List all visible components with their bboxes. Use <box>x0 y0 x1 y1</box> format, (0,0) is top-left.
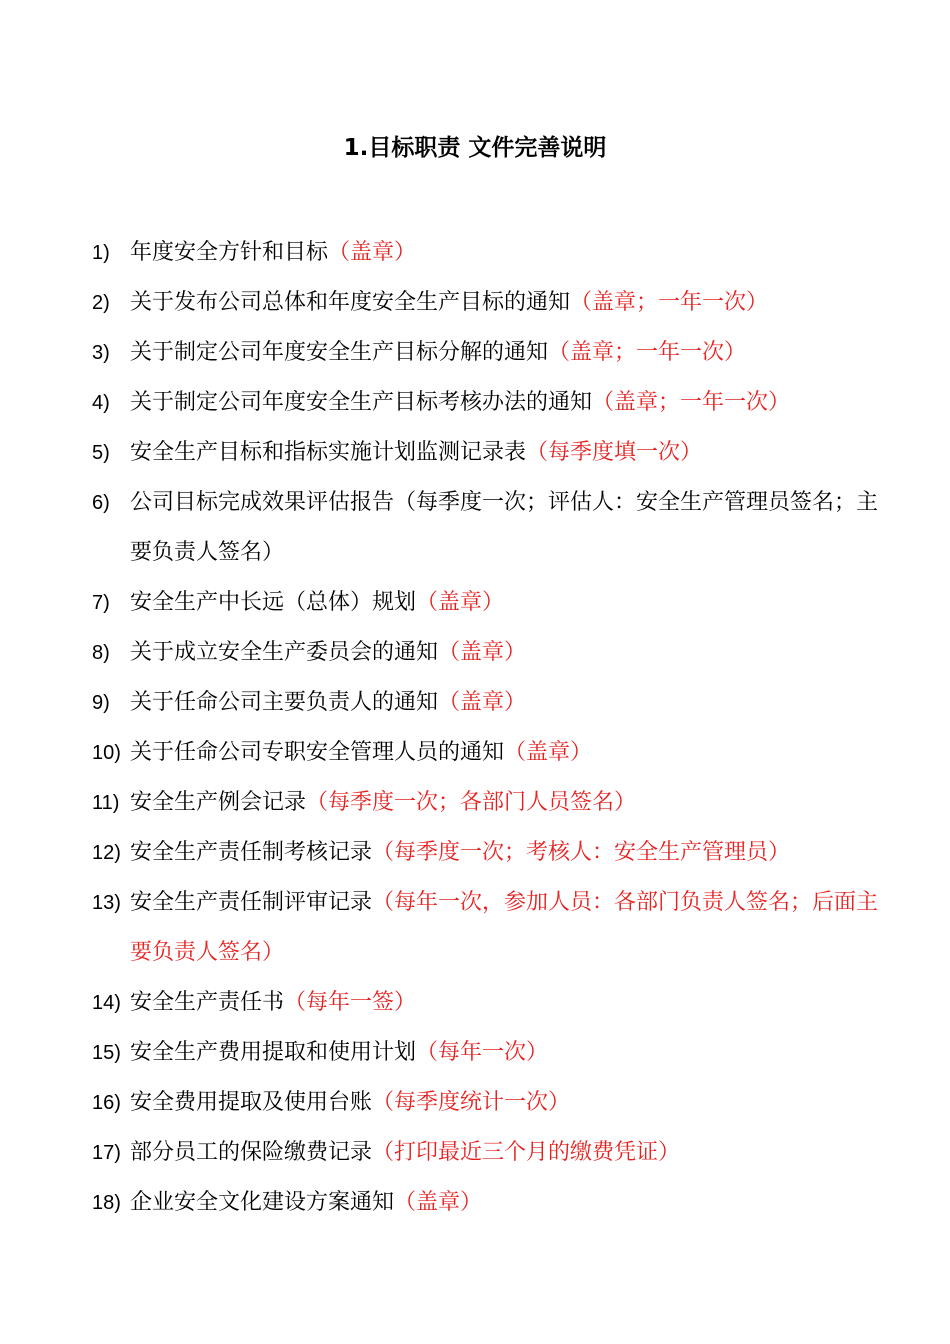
item-text: 安全生产费用提取和使用计划 <box>130 1040 417 1065</box>
item-text: 安全生产责任制考核记录 <box>130 840 373 865</box>
item-number: 6) <box>92 492 110 514</box>
item-text: 关于任命公司主要负责人的通知 <box>130 690 439 715</box>
list-item <box>92 228 892 278</box>
list-item <box>92 378 892 428</box>
item-text: 安全费用提取及使用台账 <box>130 1090 373 1115</box>
list-item <box>92 778 892 828</box>
item-number: 3) <box>92 342 110 364</box>
item-text: 关于制定公司年度安全生产目标分解的通知 <box>130 340 549 365</box>
document-title: 1.目标职责 文件完善说明 <box>343 135 607 161</box>
list-item <box>92 1128 892 1178</box>
item-number: 18) <box>92 1192 121 1214</box>
item-number: 5) <box>92 442 110 464</box>
item-note: （每季度统计一次） <box>372 1090 571 1115</box>
item-text: 部分员工的保险缴费记录 <box>130 1140 373 1165</box>
item-text: 年度安全方针和目标 <box>130 240 329 265</box>
item-text: 安全生产中长远（总体）规划 <box>130 590 417 615</box>
item-note: （每季度一次；考核人：安全生产管理员） <box>372 840 791 865</box>
item-note: （打印最近三个月的缴费凭证） <box>372 1140 681 1165</box>
list-item <box>92 678 892 728</box>
item-number: 4) <box>92 392 110 414</box>
list-item <box>92 278 892 328</box>
item-text: 企业安全文化建设方案通知 <box>130 1190 395 1215</box>
item-note: （盖章；一年一次） <box>548 340 747 365</box>
list-item <box>92 328 892 378</box>
item-note: （盖章） <box>328 240 417 265</box>
item-number: 12) <box>92 842 121 864</box>
list-item <box>92 428 892 478</box>
item-note: （盖章） <box>416 590 505 615</box>
item-note: （盖章） <box>438 690 527 715</box>
item-note: （盖章） <box>394 1190 483 1215</box>
item-text: 关于任命公司专职安全管理人员的通知 <box>130 740 505 765</box>
item-text: 关于发布公司总体和年度安全生产目标的通知 <box>130 290 571 315</box>
requirement-list <box>92 228 892 1228</box>
item-number: 2) <box>92 292 110 314</box>
item-number: 8) <box>92 642 110 664</box>
item-note: （每年一次，参加人员：各部门负责人签名；后面主要负责人签名） <box>130 890 879 965</box>
item-note: （每年一签） <box>284 990 417 1015</box>
item-text: 公司目标完成效果评估报告（每季度一次；评估人：安全生产管理员签名；主要负责人签名） <box>130 490 879 565</box>
item-text: 安全生产例会记录 <box>130 790 307 815</box>
list-item <box>92 628 892 678</box>
list-item <box>92 1178 892 1228</box>
item-number: 16) <box>92 1092 121 1114</box>
item-number: 14) <box>92 992 121 1014</box>
list-item <box>92 1028 892 1078</box>
item-note: （每季度一次；各部门人员签名） <box>306 790 637 815</box>
list-item <box>92 478 892 578</box>
item-number: 13) <box>92 892 121 914</box>
item-note: （盖章） <box>438 640 527 665</box>
list-item <box>92 828 892 878</box>
item-text: 安全生产责任制评审记录 <box>130 890 373 915</box>
item-text: 安全生产目标和指标实施计划监测记录表 <box>130 440 527 465</box>
item-number: 10) <box>92 742 121 764</box>
item-note: （盖章） <box>504 740 593 765</box>
item-note: （每季度填一次） <box>526 440 703 465</box>
item-text: 关于制定公司年度安全生产目标考核办法的通知 <box>130 390 593 415</box>
item-text: 关于成立安全生产委员会的通知 <box>130 640 439 665</box>
list-item <box>92 1078 892 1128</box>
item-number: 1) <box>92 242 110 264</box>
item-note: （盖章；一年一次） <box>570 290 769 315</box>
item-note: （每年一次） <box>416 1040 549 1065</box>
list-item <box>92 578 892 628</box>
item-number: 11) <box>92 792 120 814</box>
item-number: 9) <box>92 692 110 714</box>
item-text: 安全生产责任书 <box>130 990 285 1015</box>
item-note: （盖章；一年一次） <box>592 390 791 415</box>
item-number: 15) <box>92 1042 121 1064</box>
list-item <box>92 728 892 778</box>
list-item <box>92 978 892 1028</box>
item-number: 17) <box>92 1142 121 1164</box>
list-item <box>92 878 892 978</box>
item-number: 7) <box>92 592 110 614</box>
